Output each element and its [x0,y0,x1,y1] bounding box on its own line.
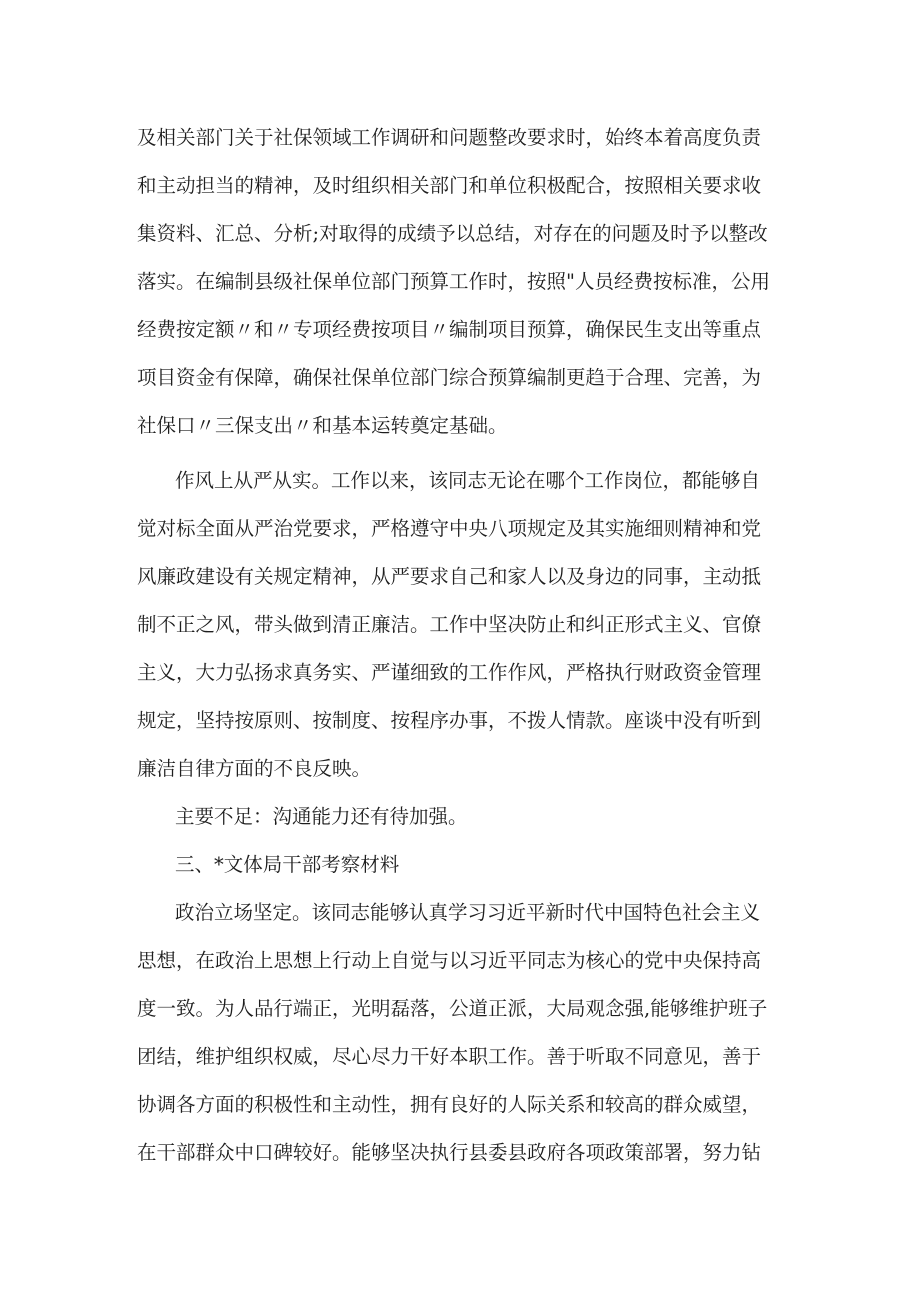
paragraph-line: 社保口〃三保支出〃和基本运转奠定基础。 [137,414,508,437]
paragraph-line: 集资料、汇总、分析;对取得的成绩予以总结，对存在的问题及时予以整改 [137,222,768,245]
paragraph-line: 政治立场坚定。该同志能够认真学习习近平新时代中国特色社会主义 [175,901,761,924]
paragraph-line: 觉对标全面从严治党要求，严格遵守中央八项规定及其实施细则精神和党 [137,517,762,540]
paragraph-line: 主义，大力弘扬求真务实、严谨细致的工作作风，严格执行财政资金管理 [137,661,762,684]
paragraph-line: 制不正之风，带头做到清正廉洁。工作中坚决防止和纠正形式主义、官僚 [137,613,762,636]
paragraph-line: 思想，在政治上思想上行动上自觉与以习近平同志为核心的党中央保持高 [137,949,762,972]
summary-line: 主要不足：沟通能力还有待加强。 [175,805,468,828]
paragraph-line: 经费按定额〃和〃专项经费按项目〃编制项目预算，确保民生支出等重点 [137,318,762,341]
section-heading: 三、*文体局干部考察材料 [175,853,400,876]
paragraph-line: 度一致。为人品行端正，光明磊落，公道正派，大局观念强,能够维护班子 [137,997,768,1020]
paragraph-line: 和主动担当的精神，及时组织相关部门和单位积极配合，按照相关要求收 [137,174,762,197]
paragraph-line: 协调各方面的积极性和主动性，拥有良好的人际关系和较高的群众威望， [137,1093,762,1116]
paragraph-line: 风廉政建设有关规定精神，从严要求自己和家人以及身边的同事，主动抵 [137,565,762,588]
paragraph-line: 及相关部门关于社保领域工作调研和问题整改要求时，始终本着高度负责 [137,126,762,149]
paragraph-line: 规定，坚持按原则、按制度、按程序办事，不拨人情款。座谈中没有听到 [137,709,762,732]
paragraph-line: 在干部群众中口碑较好。能够坚决执行县委县政府各项政策部署，努力钻 [137,1141,762,1164]
paragraph-line: 落实。在编制县级社保单位部门预算工作时，按照"人员经费按标准，公用 [137,270,770,293]
paragraph-line: 项目资金有保障，确保社保单位部门综合预算编制更趋于合理、完善，为 [137,366,762,389]
paragraph-line: 团结，维护组织权威，尽心尽力干好本职工作。善于听取不同意见，善于 [137,1045,762,1068]
paragraph-line: 廉洁自律方面的不良反映。 [137,757,372,780]
paragraph-line: 作风上从严从实。工作以来，该同志无论在哪个工作岗位，都能够自 [175,469,761,492]
